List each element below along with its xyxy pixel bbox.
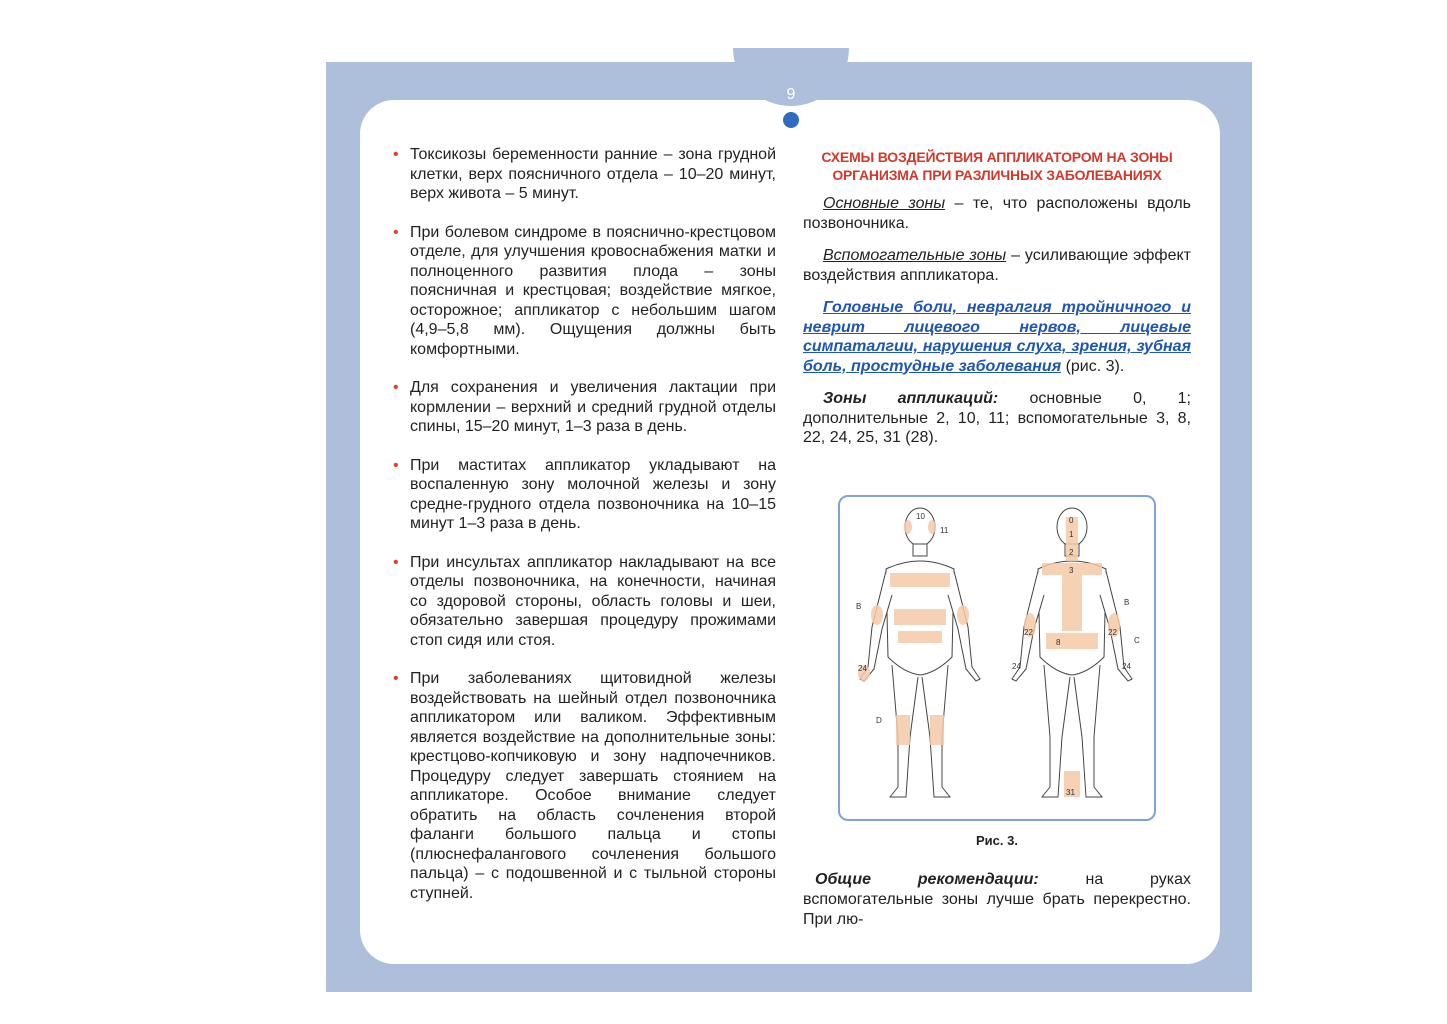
main-zones-paragraph: Основные зоны – те, что расположены вдоль позвоночника. [803,195,1191,232]
bullet-icon: • [393,670,399,687]
bullet-icon: • [393,146,399,163]
front-zone-band [894,609,946,625]
front-label-b: B [856,602,862,611]
front-zone-band [890,573,950,587]
page-number: 9 [786,86,796,103]
front-neck [913,544,927,556]
bullet-icon: • [393,456,399,474]
back-label-22: 22 [1108,628,1117,637]
recommendation-list [390,145,776,903]
front-zone-temple [928,520,936,534]
list-item: • При болевом синдроме в пояснично-крестцовом отделе, для улучшения кровоснабжения матки и полноценного развития плода – зоны поясничная и крестцовая; воздействие мягкое, осторожное; аппликатор с небольшим шагом (4,9–5,8 мм). Ощущения должны быть комфортными. [393,223,776,358]
bullet-icon: • [393,553,399,571]
back-label-c: C [1134,636,1140,645]
figure-caption: Рис. 3. [976,833,1018,848]
page-dot [783,112,799,128]
list-item: • При заболеваниях щитовидной железы воздействовать на шейный отдел позвоночника аппликатором или валиком. Эффективным является воздействие на дополнительные зоны: крестцово-копчиковую и зону надпочечников. Процедуру следует завершать стоянием на аппликаторе. Особое внимание следует обратить на область сочленения второй фаланги большого пальца и стопы (плюснефалангового сочленения большого пальца) – с подошвенной и с тыльной стороны ступней. [393,670,776,902]
back-label-2: 2 [1069,548,1074,557]
back-label-8: 8 [1056,638,1061,647]
back-label-1: 1 [1069,530,1074,539]
right-column [803,148,1191,461]
list-item: • Токсикозы беременности ранние – зона грудной клетки, верх поясничного отдела – 10–20 минут, верх живота – 5 минут. [393,146,776,202]
bullet-icon: • [393,379,399,396]
front-label-d: D [876,716,882,725]
front-label-11: 11 [940,526,949,535]
back-label-31: 31 [1066,788,1075,797]
general-recommendations: Общие рекомендации: на руках вспомогательные зоны лучше брать перекрестно. При лю- [803,871,1192,928]
bullet-icon: • [393,223,399,241]
section-title: СХЕМЫ ВОЗДЕЙСТВИЯ АППЛИКАТОРОМ НА ЗОНЫ ОРГАНИЗМА ПРИ РАЗЛИЧНЫХ ЗАБОЛЕВАНИЯХ [821,149,1173,183]
zones-paragraph: Зоны аппликаций: основные 0, 1; дополнительные 2, 10, 11; вспомогательные 3, 8, 22, 24, 25, 31 (28). [803,390,1191,446]
back-label-24: 24 [1122,662,1131,671]
back-label-b: B [1124,598,1130,607]
front-zone-band [898,631,942,643]
back-label-0: 0 [1069,516,1074,525]
diseases-paragraph: Головные боли, невралгия тройничного и неврит лицевого нервов, лицевые симпаталгии, нарушения слуха, зрения, зубная боль, простудные заболевания (рис. 3). [803,299,1191,375]
figure-body-zones [838,495,1156,821]
front-zone-knee [930,715,944,745]
back-label-3: 3 [1069,566,1074,575]
front-zone-arm [871,605,883,625]
left-column [390,145,776,922]
list-item: • При инсультах аппликатор накладывают на все отделы позвоночника, на конечности, начиная со здоровой стороны, область головы и шеи, обязательно завершая процедуру прожимами стоп сидя или стоя. [393,553,776,649]
front-zone-knee [896,715,910,745]
list-item: • Для сохранения и увеличения лактации при кормлении – верхний и средний грудной отделы спины, 15–20 минут, 1–3 раза в день. [393,379,776,435]
body-zones-diagram [840,497,1154,819]
front-figure [860,508,980,797]
front-zone-arm [957,605,969,625]
front-label-10: 10 [916,512,925,521]
front-zone-temple [904,520,912,534]
front-label-24: 24 [858,664,867,673]
list-item: • При маститах аппликатор укладывают на воспаленную зону молочной железы и зону средне-грудного отдела позвоночника на 10–15 минут 1–3 раза в день. [393,456,776,532]
back-label-24: 24 [1012,662,1021,671]
back-zone-band [1046,633,1098,649]
back-zone-spine [1062,575,1082,631]
back-label-22: 22 [1024,628,1033,637]
aux-zones-paragraph: Вспомогательные зоны – усиливающие эффект воздействия аппликатора. [803,247,1191,284]
